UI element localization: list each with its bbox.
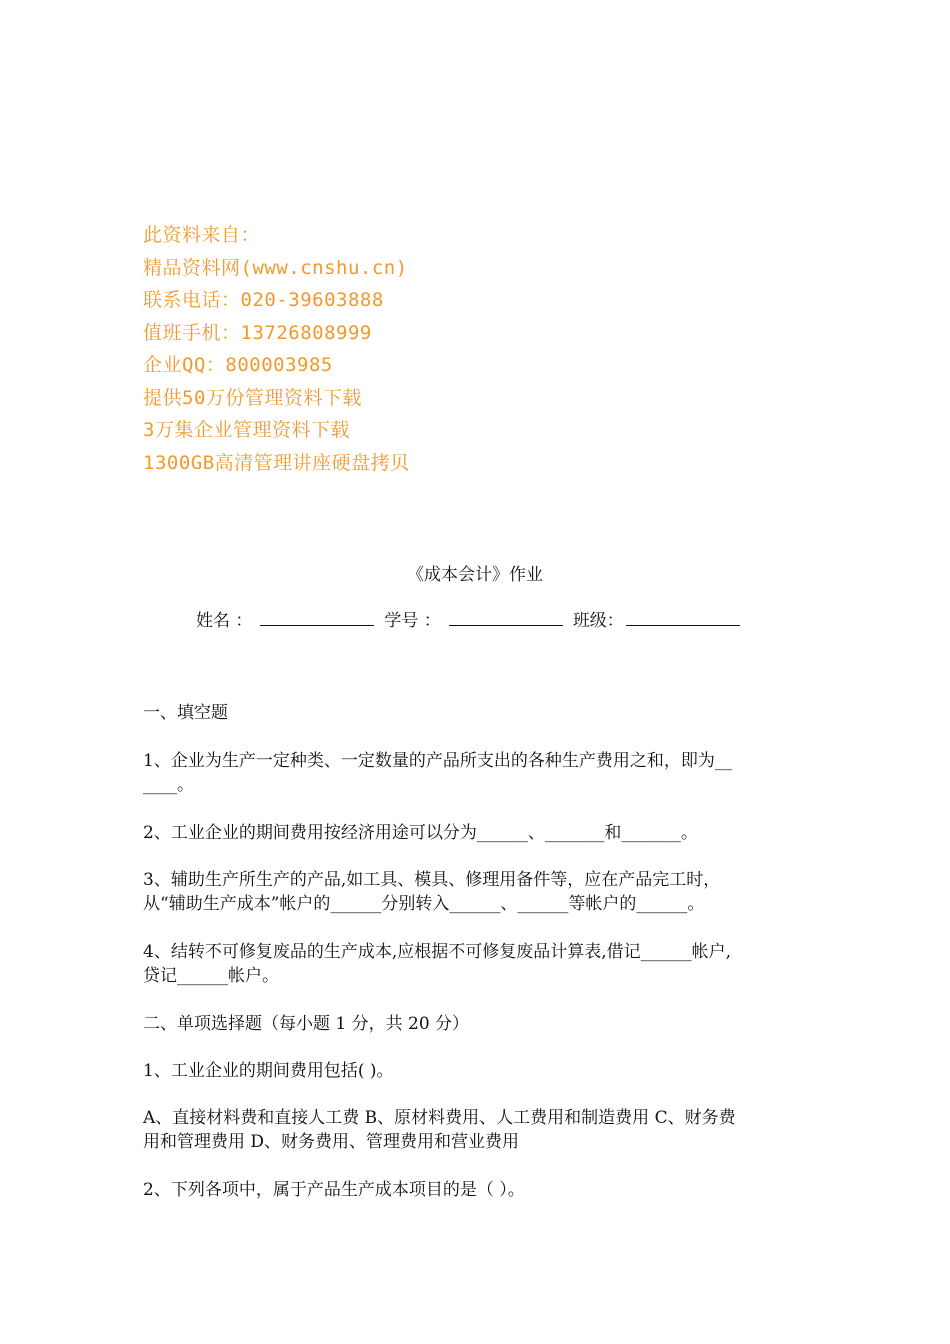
question-line: ____。 <box>143 775 194 795</box>
question-line: 从“辅助生产成本”帐户的______分别转入______、______等帐户的______。 <box>143 894 705 914</box>
document-title: 《成本会计》作业 <box>407 565 543 585</box>
choice-question-1-options <box>143 1106 818 1154</box>
source-ad-block <box>143 219 410 479</box>
question-line: 3、辅助生产所生产的产品,如工具、模具、修理用备件等，应在产品完工时， <box>143 870 721 890</box>
question-line: 2、工业企业的期间费用按经济用途可以分为______、_______和_______。 <box>143 823 698 843</box>
student-info-row <box>196 606 740 631</box>
id-blank[interactable] <box>449 608 563 626</box>
ad-line: 3万集企业管理资料下载 <box>143 419 350 441</box>
options-line: 用和管理费用 D、财务费用、管理费用和营业费用 <box>143 1132 520 1152</box>
question-line: 贷记______帐户。 <box>143 966 279 986</box>
ad-line: 联系电话：020-39603888 <box>143 289 384 311</box>
ad-line: 值班手机：13726808999 <box>143 321 372 344</box>
section1-heading: 一、填空题 <box>143 703 228 723</box>
ad-line: 1300GB高清管理讲座硬盘拷贝 <box>143 451 410 474</box>
fill-question-3 <box>143 868 818 916</box>
id-label: 学号 ： <box>384 611 441 631</box>
question-line: 1、企业为生产一定种类、一定数量的产品所支出的各种生产费用之和，即为__ <box>143 751 732 771</box>
name-blank[interactable] <box>260 608 374 626</box>
section2-heading: 二、单项选择题（每小题 1 分，共 20 分） <box>143 1014 470 1034</box>
ad-line: 企业QQ：800003985 <box>143 354 333 376</box>
ad-line: 提供50万份管理资料下载 <box>143 386 362 409</box>
class-label: 班级： <box>572 611 624 631</box>
ad-line: 精品资料网(www.cnshu.cn) <box>143 256 408 279</box>
options-line: A、直接材料费和直接人工费 B、原材料费用、人工费用和制造费用 C、财务费 <box>143 1108 736 1128</box>
choice-question-2-stem: 2、下列各项中，属于产品生产成本项目的是（ ）。 <box>143 1180 525 1200</box>
fill-question-4 <box>143 940 818 988</box>
fill-question-2 <box>143 821 818 845</box>
name-label: 姓名 ： <box>196 611 253 631</box>
ad-line: 此资料来自： <box>143 224 261 246</box>
fill-question-1 <box>143 749 818 797</box>
question-line: 4、结转不可修复废品的生产成本,应根据不可修复废品计算表,借记______帐户, <box>143 942 732 962</box>
choice-question-1-stem: 1、工业企业的期间费用包括( )。 <box>143 1061 394 1081</box>
class-blank[interactable] <box>626 608 740 626</box>
